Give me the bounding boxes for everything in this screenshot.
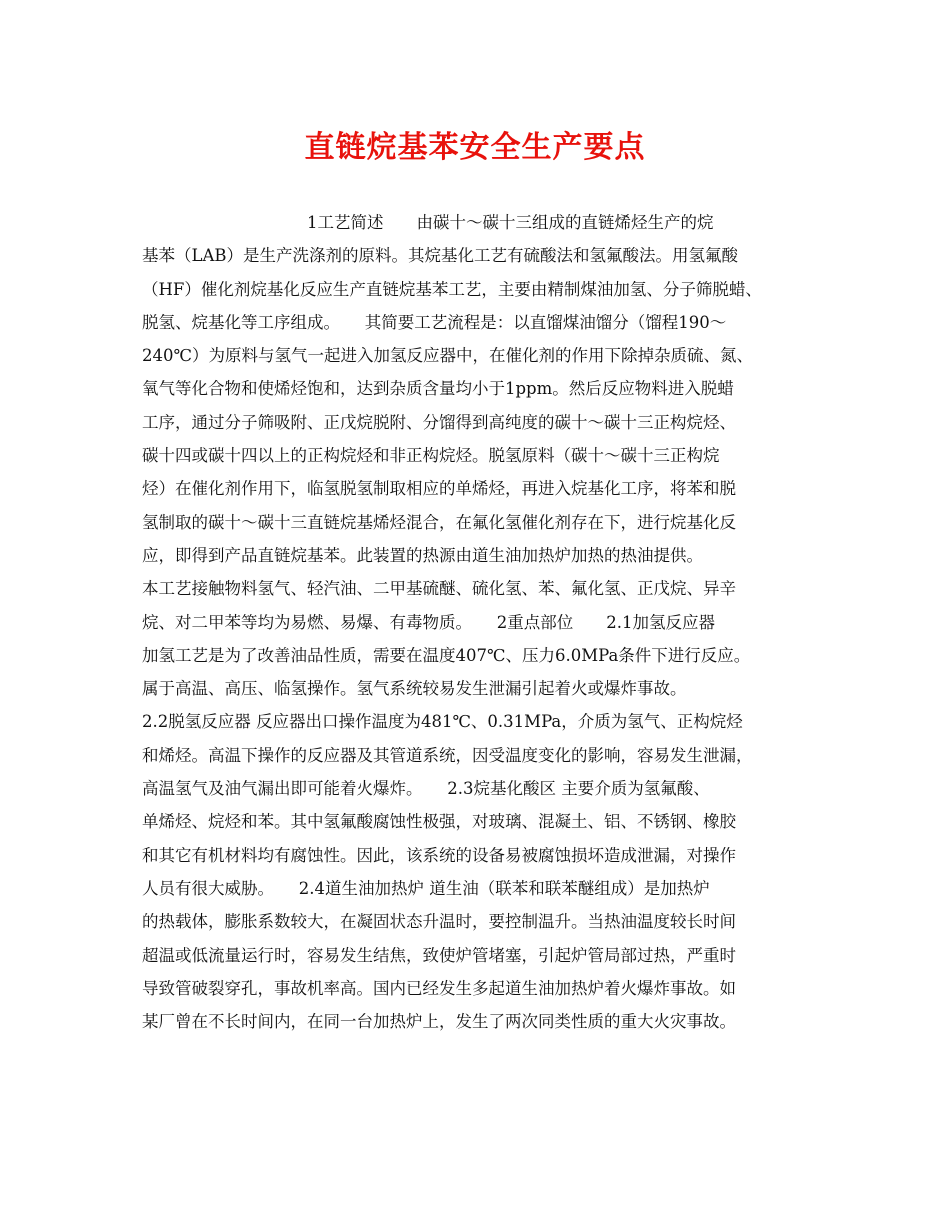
body-line: 导致管破裂穿孔，事故机率高。国内已经发生多起道生油加热炉着火爆炸事故。如 <box>142 978 736 998</box>
document-title: 直链烷基苯安全生产要点 <box>304 130 646 165</box>
body-line: 1工艺简述 由碳十～碳十三组成的直链烯烃生产的烷 <box>142 213 714 232</box>
body-line: 2.2脱氢反应器 反应器出口操作温度为481℃、0.31MPa，介质为氢气、正构烷烃 <box>142 712 743 732</box>
body-line: 烷、对二甲苯等均为易燃、易爆、有毒物质。 2重点部位 2.1加氢反应器 <box>142 612 715 632</box>
body-line: 和其它有机材料均有腐蚀性。因此，该系统的设备易被腐蚀损坏造成泄漏，对操作 <box>142 845 736 865</box>
document-body <box>142 206 822 1038</box>
body-line: 应，即得到产品直链烷基苯。此装置的热源由道生油加热炉加热的热油提供。 <box>142 545 703 565</box>
body-line: 氧气等化合物和使烯烃饱和，达到杂质含量均小于1ppm。然后反应物料进入脱蜡 <box>142 379 734 399</box>
body-line: 人员有很大威胁。 2.4道生油加热炉 道生油（联苯和联苯醚组成）是加热炉 <box>142 878 710 898</box>
body-line: 烃）在催化剂作用下，临氢脱氢制取相应的单烯烃，再进入烷基化工序，将苯和脱 <box>142 479 736 499</box>
body-line: 氢制取的碳十～碳十三直链烷基烯烃混合，在氟化氢催化剂存在下，进行烷基化反 <box>142 512 736 532</box>
body-line: （HF）催化剂烷基化反应生产直链烷基苯工艺，主要由精制煤油加氢、分子筛脱蜡、 <box>142 279 762 299</box>
body-line: 加氢工艺是为了改善油品性质，需要在温度407℃、压力6.0MPa条件下进行反应。 <box>142 645 751 665</box>
body-line: 和烯烃。高温下操作的反应器及其管道系统，因受温度变化的影响，容易发生泄漏， <box>142 745 753 765</box>
body-line: 单烯烃、烷烃和苯。其中氢氟酸腐蚀性极强，对玻璃、混凝土、铝、不锈钢、橡胶 <box>142 812 736 832</box>
body-line: 某厂曾在不长时间内，在同一台加热炉上，发生了两次同类性质的重大火灾事故。 <box>142 1012 736 1032</box>
body-line: 碳十四或碳十四以上的正构烷烃和非正构烷烃。脱氢原料（碳十～碳十三正构烷 <box>142 446 720 466</box>
body-line: 脱氢、烷基化等工序组成。 其简要工艺流程是：以直馏煤油馏分（馏程190～ <box>142 312 727 332</box>
body-line: 超温或低流量运行时，容易发生结焦，致使炉管堵塞，引起炉管局部过热，严重时 <box>142 945 736 965</box>
body-line: 基苯（LAB）是生产洗涤剂的原料。其烷基化工艺有硫酸法和氢氟酸法。用氢氟酸 <box>142 246 738 266</box>
body-line: 属于高温、高压、临氢操作。氢气系统较易发生泄漏引起着火或爆炸事故。 <box>142 679 687 699</box>
body-line: 240℃）为原料与氢气一起进入加氢反应器中，在催化剂的作用下除掉杂质硫、氮、 <box>142 346 753 366</box>
body-line: 的热载体，膨胀系数较大，在凝固状态升温时，要控制温升。当热油温度较长时间 <box>142 912 736 932</box>
body-line: 工序，通过分子筛吸附、正戊烷脱附、分馏得到高纯度的碳十～碳十三正构烷烃、 <box>142 412 736 432</box>
body-line: 高温氢气及油气漏出即可能着火爆炸。 2.3烷基化酸区 主要介质为氢氟酸、 <box>142 779 710 799</box>
body-line: 本工艺接触物料氢气、轻汽油、二甲基硫醚、硫化氢、苯、氟化氢、正戊烷、异辛 <box>142 579 736 599</box>
